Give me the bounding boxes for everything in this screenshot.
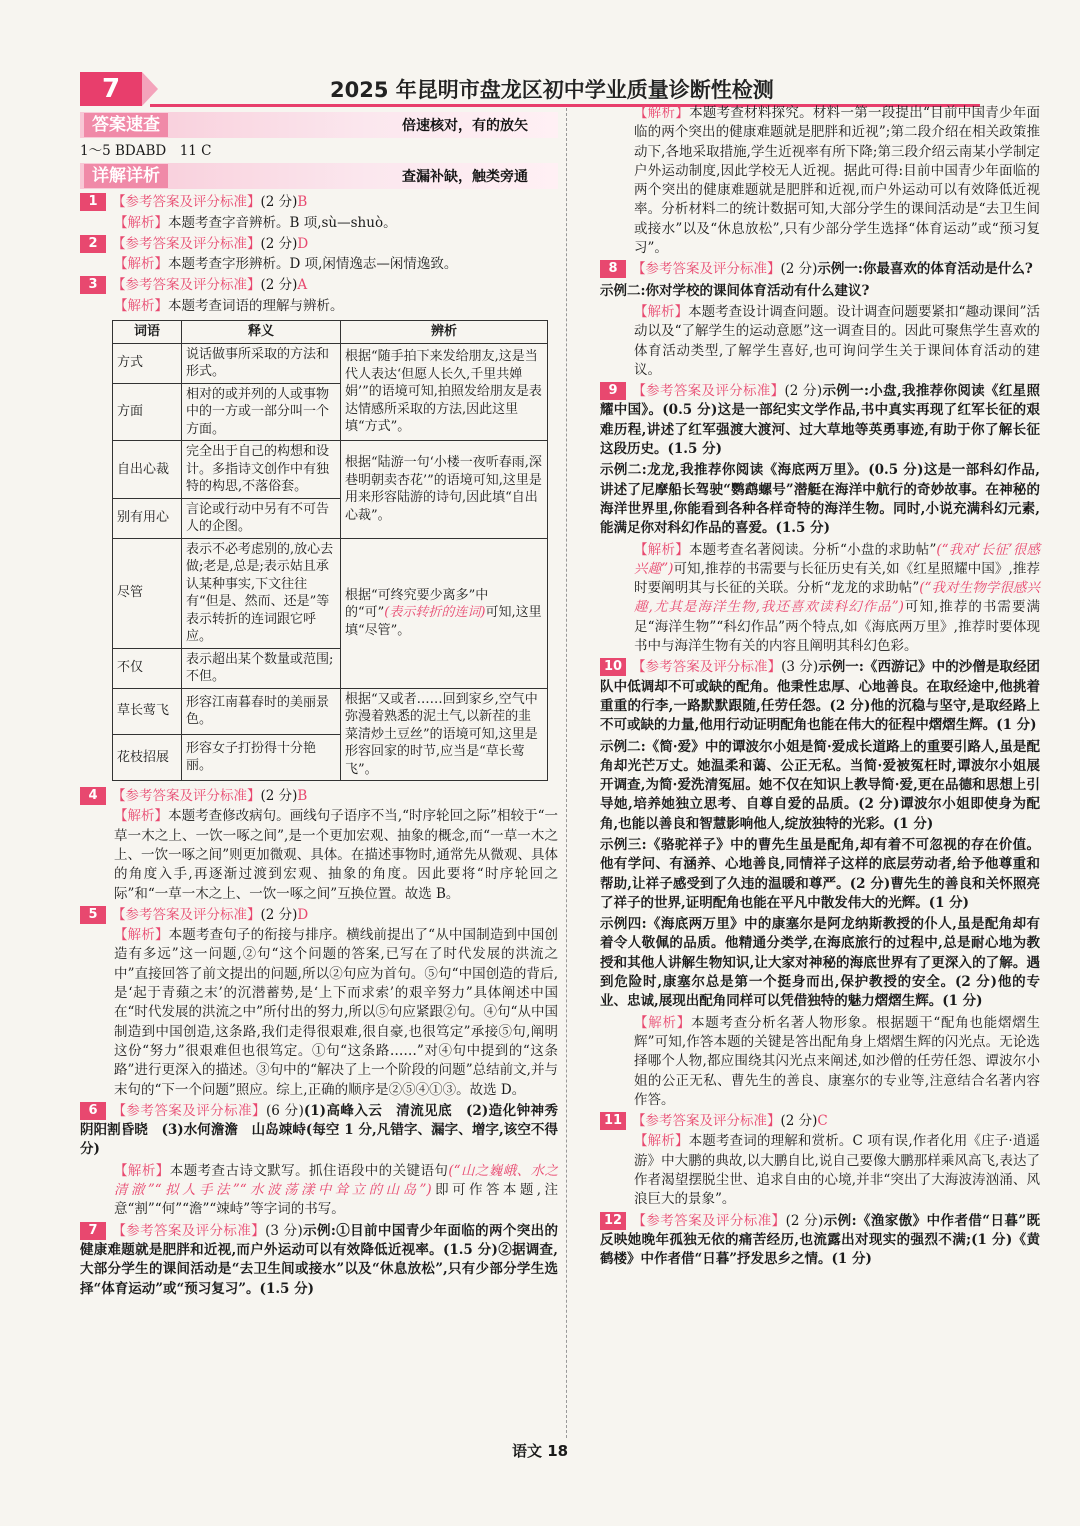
analysis-note: (“我对生物学很感兴趣,尤其是海洋生物,我还喜欢读科幻作品”) [634,580,1040,616]
definition: 形容江南暮春时的美丽景色。 [182,688,341,734]
page-title: 2025 年昆明市盘龙区初中学业质量诊断性检测 [330,78,774,102]
analysis-label: 【解析】 [114,256,168,273]
analysis-label: 【解析】 [114,214,168,231]
quick-answers: 1～5 BDABD 11 C [80,143,212,159]
analysis [80,255,558,274]
page-footer [0,1440,1080,1461]
analysis-text: 本题考查字形辨析。D 项,闲情逸志—闲情逸致。 [168,256,458,273]
answer: C [817,1113,828,1130]
score: (2 分) [785,1212,824,1229]
analysis-text: 本题考查句子的衔接与排序。横线前提出了“从中国制造到中国创造有多远”这一问题,②句“这个问题的答案,已写在了时代发展的洪流之中”直接回答了前文提出的问题,所以②句应为首句。⑤句“中国创造的背后,是‘起于青蘋之末’的沉潜蓄势,是‘上下而求索’的艰辛努力”具体阐述中国在“时代发展的洪流之中”所付出的努力,所以⑤句应紧跟②句。④句“从中国制造到中国创造,这条路,我们走得很艰难,很自豪,也很笃定”承接⑤句,阐明这份“努力”很艰难但也很笃定。①句“这条路……”对④句中提到的“这条路”进行更深入的描述。③句中的“解决了上一个阶段的问题”总结前文,并与末句的“下一个问题”照应。综上,正确的顺序是②⑤④①③。故选 D。 [114,927,558,1098]
analysis-label: 【解析】 [634,1014,692,1031]
analysis-text: 本题考查设计调查问题。设计调查问题要紧扣“趣动课间”活动以及“了解学生的运动意愿”这一调查目的。因此可聚焦学生喜欢的体育活动类型,了解学生喜好,也可询问学生关于课间体育活动的建议。 [634,303,1040,378]
term: 草长莺飞 [113,688,182,734]
analysis [80,214,558,233]
question-number: 12 [600,1212,626,1230]
column-header: 词语 [113,321,182,344]
analysis [600,104,1040,258]
table-row [113,343,548,383]
score: (3 分) [781,659,819,676]
answer-label: 【参考答案及评分标准】 [112,194,261,211]
section-tagline: 查漏补缺，触类旁通 [402,169,528,186]
table-row [113,688,548,734]
answer: B [297,788,308,805]
question-number: 8 [600,260,626,278]
column-header: 释义 [182,321,341,344]
analysis-text: 可知,这里填“尽管”。 [345,605,542,638]
answer-example: 示例二:龙龙,我推荐你阅读《海底两万里》。(0.5 分)这是一部科幻作品,讲述了尼摩船长驾驶“鹦鹉螺号”潜艇在海洋中航行的奇妙故事。在神秘的海洋世界里,你能看到各种各样奇特的海洋生物。同时,小说充满科幻元素,能满足你对科幻作品的喜爱。(1.5 分) [600,462,1040,537]
definition: 表示超出某个数量或范围;不但。 [182,648,341,688]
term: 别有用心 [113,498,182,538]
answer: 示例:《渔家傲》中作者借“日暮”既反映她晚年孤独无依的痛苦经历,也流露出对现实的强烈不满;(1 分)《黄鹤楼》中作者借“日暮”抒发思乡之情。(1 分) [600,1212,1041,1268]
analysis-text: 本题考查分析名著人物形象。根据题干“配角也能熠熠生辉”可知,作答本题的关键是答出配角身上熠熠生辉的闪光点。无论选择哪个人物,都应围绕其闪光点来阐述,如沙僧的任劳任怨、谭波尔小姐的公正无私、曹先生的善良、康塞尔的专业等,注意结合名著内容作答。 [634,1014,1040,1108]
term: 方式 [113,343,182,383]
term: 尽管 [113,538,182,648]
answer-label: 【参考答案及评分标准】 [632,383,785,400]
question-2 [80,235,558,254]
analysis-text: 本题考查材料探究。材料一第一段提出“目前中国青少年面临的两个突出的健康难题就是肥胖和近视”;第二段介绍在相关政策推动下,各地采取措施,学生近视率有所下降;第三段介绍云南某小学制定户外运动制度,因此学校无人近视。据此可得:目前中国青少年面临的两个突出的健康难题就是肥胖和近视,而户外运动可以有效降低近视率。分析材料二的统计数据可知,大部分学生的课间活动是“去卫生间或接水”以及“休息放松”,只有少部分学生选择“体育运动”或“预习复习”。 [634,105,1041,257]
question-number: 6 [80,1102,106,1120]
question-number: 11 [600,1112,626,1130]
column-divider [566,108,567,1438]
section-banner [80,112,558,138]
page-number: 18 [547,1442,569,1460]
analysis [80,1162,558,1220]
answer-example: 示例二:《简·爱》中的谭波尔小姐是简·爱成长道路上的重要引路人,虽是配角却光芒万丈。她温柔和蔼、公正无私。当简·爱被冤枉时,谭波尔小姐展开调查,为简·爱洗清冤屈。她不仅在知识上教导简·爱,更在品德和思想上引导她,培养她独立思考、自尊自爱的品质。(2 分)谭波尔小姐即使身为配角,也能以善良和智慧影响他人,绽放独特的光彩。(1 分) [600,738,1040,832]
column-header: 辨析 [341,321,548,344]
page-header [80,72,980,106]
analysis-label: 【解析】 [634,303,689,320]
question-number: 2 [80,235,106,253]
definition: 相对的或并列的人或事物中的一方或一部分叫一个方面。 [182,383,341,441]
analysis-text: 本题考查修改病句。画线句子语序不当,“时序轮回之际”相较于“一草一木之上、一饮一啄之间”,是一个更加宏观、抽象的概念,而“一草一木之上、一饮一啄之间”则更加微观、具体。在描述事物时,通常先从微观、具体的角度入手,再逐渐过渡到宏观、抽象的角度。因此要将“时序轮回之际”和“一草一木之上、一饮一啄之间”互换位置。故选 B。 [114,808,558,902]
analysis-label: 【解析】 [634,1133,689,1150]
score: (2 分) [260,906,298,923]
question-number: 7 [80,1222,106,1240]
section-number: 7 [80,72,142,106]
question-7 [80,1222,558,1299]
question-9 [600,382,1040,459]
analysis-text: 本题考查古诗文默写。抓住语段中的关键语句 [169,1162,449,1179]
question-8 [600,260,1040,279]
section-label: 答案速查 [84,113,168,137]
left-column [80,110,572,1301]
analysis-text: 本题考查词语的理解与辨析。 [168,297,344,314]
analysis-label: 【解析】 [114,1162,170,1179]
analysis-text: 可知,推荐的书需要与长征历史有关,如《红星照耀中国》,推荐时要阐明其与长征的关联。分析“龙龙的求助帖” [634,560,1040,597]
question-number: 10 [600,658,626,676]
question-11 [600,1112,1040,1131]
score: (2 分) [260,277,298,294]
section-tagline: 倍速核对，有的放矢 [402,118,528,134]
analysis [600,1132,1040,1209]
question-number: 1 [80,193,106,211]
table-row [113,538,548,648]
term: 方面 [113,383,182,441]
section-banner [80,163,558,189]
analysis [80,297,558,316]
score: (6 分) [266,1102,304,1119]
score: (2 分) [260,788,298,805]
answer: (1)高峰入云 清流见底 (2)造化钟神秀 阴阳割昏晓 (3)水何澹澹 山岛竦峙(每空 1 分,凡错字、漏字、增字,该空不得分) [80,1102,572,1158]
analysis [600,1014,1040,1110]
analysis-label: 【解析】 [634,105,690,121]
question-number: 5 [80,906,106,924]
question-10 [600,658,1040,735]
analysis-text: 本题考查词的理解和赏析。C 项有误,作者化用《庄子·逍遥游》中大鹏的典故,以大鹏自比,说自己要像大鹏那样乘风高飞,表达了作者渴望摆脱尘世、追求自由的心境,并非“突出了大海波涛汹涌、风浪巨大的景象”。 [634,1133,1041,1208]
question-4 [80,787,558,806]
score: (2 分) [780,1113,818,1130]
answer-label: 【参考答案及评分标准】 [632,1212,786,1229]
score: (2 分) [260,194,298,211]
analysis [80,926,558,1100]
analysis-text: 根据“可终究要少离多”中的“可” [345,587,489,621]
answer: A [297,277,308,294]
answer-label: 【参考答案及评分标准】 [632,659,782,676]
score: (2 分) [260,235,298,252]
question-3 [80,276,558,295]
term: 花枝招展 [113,734,182,780]
question-6 [80,1102,572,1160]
answer-label: 【参考答案及评分标准】 [112,235,261,252]
analysis-label: 【解析】 [114,808,169,825]
answer-example: 示例三:《骆驼祥子》中的曹先生虽是配角,却有着不可忽视的存在价值。他有学问、有涵养、心地善良,同情祥子这样的底层劳动者,给予他尊重和帮助,让祥子感受到了久违的温暖和尊严。(2 分)曹先生的善良和关怀照亮了祥子的世界,证明配角也能在平凡中散发伟大的光辉。(1 分) [600,836,1040,911]
analysis-text: 可知,推荐的书需要满足“海洋生物”“科幻作品”两个特点,如《海底两万里》,推荐时要体现书中与海洋生物有关的内容且阐明其科幻色彩。 [634,599,1040,655]
question-12 [600,1212,1040,1270]
question-1 [80,193,558,212]
definition: 形容女子打扮得十分艳丽。 [182,734,341,780]
analysis [80,807,558,903]
table-header [113,321,548,344]
table-row [113,441,548,499]
term: 自出心裁 [113,441,182,499]
term: 不仅 [113,648,182,688]
analysis-note: (“山之巍峨、水之清澈”“拟人手法”“水波荡漾中耸立的山岛”) [114,1162,559,1199]
answer-label: 【参考答案及评分标准】 [632,1113,781,1130]
score: (3 分) [265,1222,303,1239]
answer: 示例一:小盘,我推荐你阅读《红星照耀中国》。(0.5 分)这是一部纪实文学作品,书中真实再现了红军长征的艰难历程,讲述了红军强渡大渡河、过大草地等英勇事迹,有助于你了解长征这段历史。(1.5 分) [600,383,1041,458]
answer-example: 示例四:《海底两万里》中的康塞尔是阿龙纳斯教授的仆人,虽是配角却有着令人敬佩的品质。他精通分类学,在海底旅行的过程中,总是耐心地为教授和其他人讲解生物知识,让大家对神秘的海底世界有了更深入的了解。遇到危险时,康塞尔总是第一个挺身而出,保护教授的安全。(2 分)他的专业、忠诚,展现出配角同样可以凭借独特的魅力熠熠生辉。(1 分) [600,916,1040,1010]
analysis [600,541,1040,657]
chevron-right-icon [142,72,158,106]
answer-label: 【参考答案及评分标准】 [632,261,781,278]
subject-label: 语文 [511,1442,542,1460]
analysis [600,303,1040,380]
answer-example: 示例二:你对学校的课间体育活动有什么建议? [600,282,870,299]
score: (2 分) [784,383,823,400]
analysis-label: 【解析】 [114,297,168,314]
question-number: 9 [600,382,626,400]
answer: D [297,235,309,252]
answer: B [297,194,308,211]
analysis-text: 即可作答本题,注意“割”“何”“澹”“竦峙”等字词的书写。 [114,1182,558,1218]
analysis-note: (表示转折的连词) [384,605,486,621]
right-column [600,104,1040,1272]
definition: 言论或行动中另有不可告人的企图。 [182,498,341,538]
answer-label: 【参考答案及评分标准】 [112,906,261,923]
answer: 示例一:《西游记》中的沙僧是取经团队中低调却不可或缺的配角。他秉性忠厚、心地善良。在取经途中,他挑着重重的行李,一路默默跟随,任劳任怨。(2 分)他的沉稳与坚守,是取经路上不可或缺的力量,他用行动证明配角也能在伟大的征程中熠熠生辉。(1 分) [600,659,1041,734]
definition: 表示不必考虑别的,放心去做;老是,总是;表示姑且承认某种事实,下文往往有“但是、然而、还是”等表示转折的连词跟它呼应。 [182,538,341,648]
score: (2 分) [780,261,818,278]
answer-label: 【参考答案及评分标准】 [112,277,261,294]
definition: 说话做事所采取的方法和形式。 [182,343,341,383]
answer-label: 【参考答案及评分标准】 [112,1102,266,1119]
answer: 示例:①目前中国青少年面临的两个突出的健康难题就是肥胖和近视,而户外运动可以有效降低近视率。(1.5 分)②据调查,大部分学生的课间活动是“去卫生间或接水”以及“休息放松”,只有少部分学生选择“体育运动”或“预习复习”。(1.5 分) [80,1222,559,1297]
answer: 示例一:你最喜欢的体育活动是什么? [817,261,1033,278]
section-label: 详解详析 [84,164,168,188]
analysis-cell: 根据“随手拍下来发给朋友,这是当代人表达‘但愿人长久,千里共婵娟’”的语境可知,拍照发给朋友是表达情感所采取的方法,因此这里填“方式”。 [341,343,548,441]
analysis-cell: 根据“又或者……回到家乡,空气中弥漫着熟悉的泥土气,以新茬的韭菜清炒土豆丝”的语境可知,这里是形容回家的时节,应当是“草长莺飞”。 [341,688,548,781]
analysis-text: 本题考查名著阅读。分析“小盘的求助帖” [688,541,937,558]
analysis-label: 【解析】 [634,541,689,558]
analysis-label: 【解析】 [114,927,169,944]
analysis-text: 本题考查字音辨析。B 项,sù—shuò。 [168,214,397,231]
answer-label: 【参考答案及评分标准】 [112,788,261,805]
analysis-cell [341,538,548,688]
question-number: 3 [80,276,106,294]
analysis-cell: 根据“陆游一句‘小楼一夜听春雨,深巷明朝卖杏花’”的语境可知,这里是用来形容陆游的诗句,因此填“自出心裁”。 [341,441,548,539]
question-number: 4 [80,787,106,805]
definition: 完全出于自己的构想和设计。多指诗文创作中有独特的构思,不落俗套。 [182,441,341,499]
answer-label: 【参考答案及评分标准】 [112,1222,266,1239]
question-5 [80,906,558,925]
analysis-note: (“我对‘长征’很感兴趣”) [634,541,1041,577]
answer: D [297,906,309,923]
vocab-table [112,320,548,781]
